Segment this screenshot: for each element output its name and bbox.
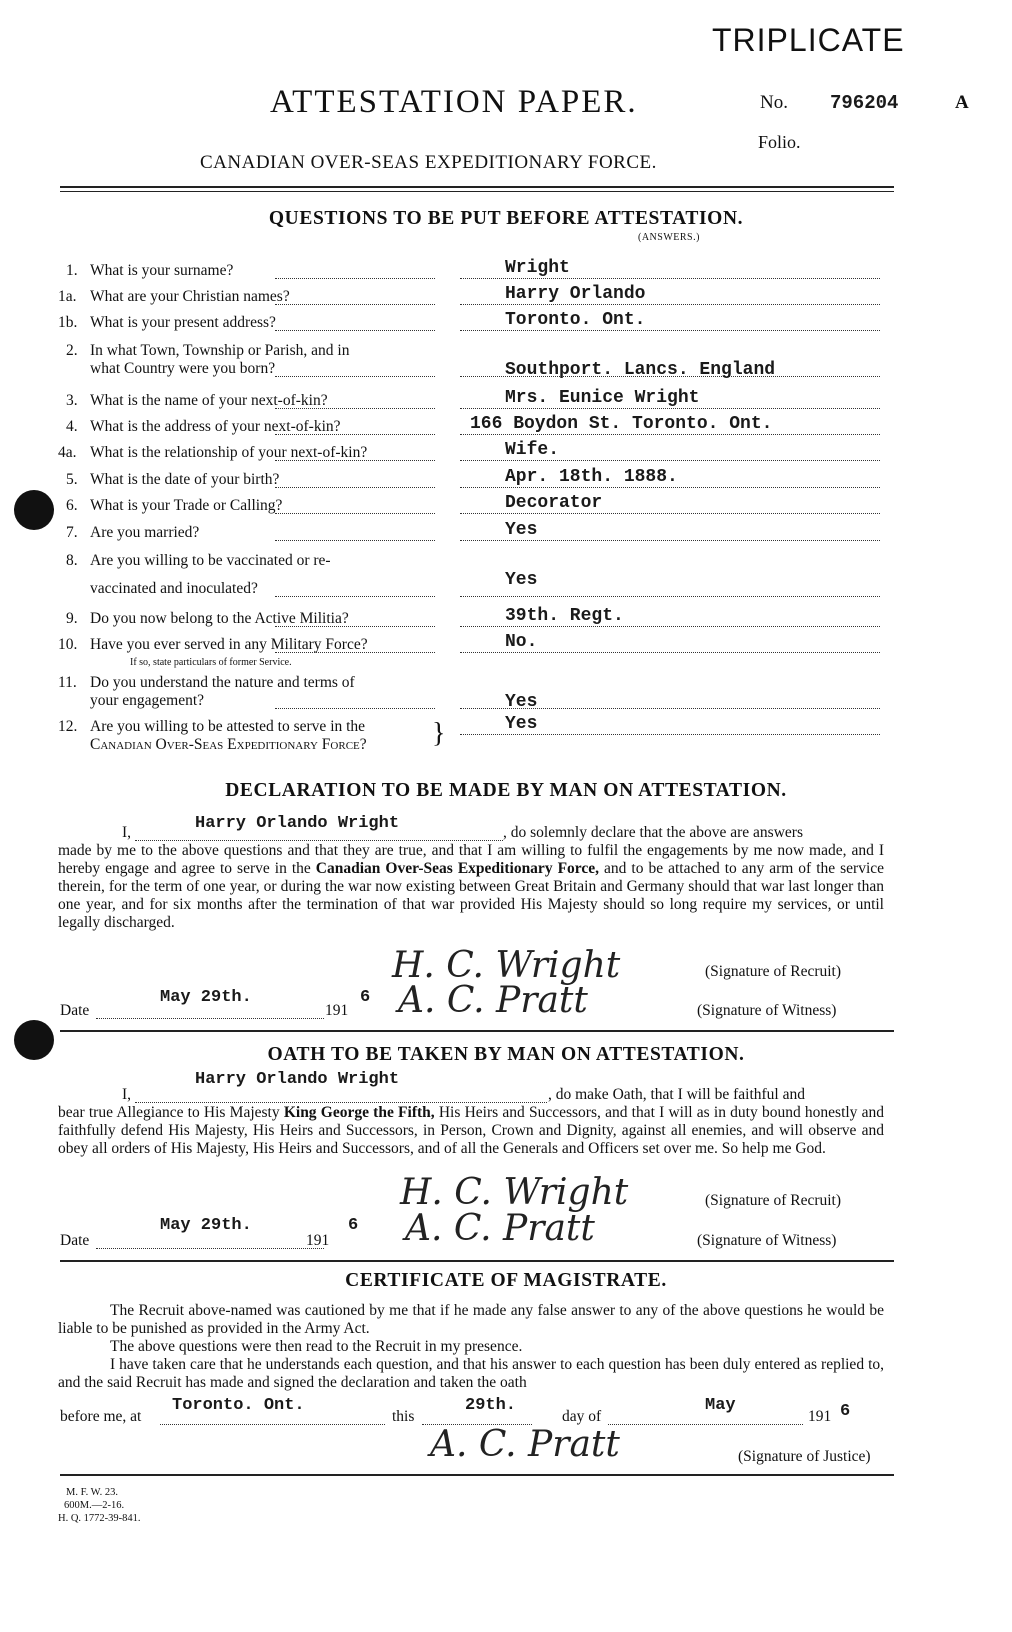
question-text: Are you willing to be attested to serve in the bbox=[90, 718, 366, 735]
footer-print-run: 600M.—2-16. bbox=[64, 1500, 125, 1511]
question-number: 12. bbox=[58, 718, 78, 735]
declaration-year-digit: 6 bbox=[360, 988, 371, 1007]
question-number: 4a. bbox=[58, 444, 77, 461]
document-title: ATTESTATION PAPER. bbox=[270, 84, 638, 120]
oath-date-line bbox=[96, 1248, 324, 1249]
place-line bbox=[160, 1424, 385, 1425]
question-number: 5. bbox=[66, 471, 78, 488]
question-text-continued: Canadian Over-Seas Expeditionary Force? bbox=[90, 736, 367, 753]
declaration-name-line bbox=[135, 840, 503, 841]
answer-line bbox=[460, 330, 880, 331]
answer-line bbox=[460, 734, 880, 735]
oath-year-digit: 6 bbox=[348, 1216, 359, 1235]
declaration-date-label: Date bbox=[60, 1002, 90, 1019]
question-answer: 39th. Regt. bbox=[505, 606, 624, 626]
copy-label: TRIPLICATE bbox=[712, 22, 905, 58]
regimental-number: 796204 bbox=[830, 92, 899, 114]
oath-witness-signature: A. C. Pratt bbox=[405, 1208, 595, 1249]
question-text: Are you married? bbox=[90, 524, 200, 541]
certificate-para-1: The Recruit above-named was cautioned by me that if he made any false answer to any of the above questions he would be liable to be punished as provided in the Army Act. bbox=[58, 1302, 884, 1337]
month-line bbox=[608, 1424, 803, 1425]
question-leader bbox=[275, 434, 435, 435]
declaration-witness-signature: A. C. Pratt bbox=[398, 980, 588, 1021]
question-number: 9. bbox=[66, 610, 78, 627]
answer-line bbox=[460, 278, 880, 279]
oath-text-after-name: , do make Oath, that I will be faithful and bbox=[548, 1086, 805, 1103]
declaration-date-line bbox=[96, 1018, 324, 1019]
question-leader bbox=[275, 652, 435, 653]
declaration-i-label: I, bbox=[122, 824, 132, 841]
answer-line bbox=[460, 487, 880, 488]
question-leader bbox=[275, 513, 435, 514]
oath-body: bear true Allegiance to His Majesty King George the Fifth, His Heirs and Successors, and that I will as in duty bound honestly and faithfully defend His Majesty, His Heirs and Successors, in Person, Crown and Dignity, against all enemies, and will observe and obey all orders of His Majesty, His Heirs and Successors, and of all the Generals and Officers set over me. So help me God. bbox=[58, 1104, 885, 1157]
question-number: 7. bbox=[66, 524, 78, 541]
form-subtitle: CANADIAN OVER-SEAS EXPEDITIONARY FORCE. bbox=[200, 152, 657, 173]
question-answer: Decorator bbox=[505, 493, 603, 513]
binder-hole bbox=[14, 490, 54, 530]
oath-name: Harry Orlando Wright bbox=[195, 1070, 400, 1089]
question-answer: Wright bbox=[505, 258, 570, 278]
question-leader bbox=[275, 626, 435, 627]
question-text: Are you willing to be vaccinated or re- bbox=[90, 552, 331, 569]
declaration-rule bbox=[60, 1030, 894, 1032]
answer-line bbox=[460, 513, 880, 514]
question-text: Do you understand the nature and terms of bbox=[90, 674, 355, 691]
declaration-name: Harry Orlando Wright bbox=[195, 814, 400, 833]
question-leader bbox=[275, 278, 435, 279]
question-answer: Mrs. Eunice Wright bbox=[505, 388, 700, 408]
certificate-heading: CERTIFICATE OF MAGISTRATE. bbox=[345, 1270, 667, 1291]
certificate-rule bbox=[60, 1474, 894, 1476]
question-answer: Wife. bbox=[505, 440, 560, 460]
oath-name-line bbox=[135, 1102, 547, 1103]
question-text-continued: your engagement? bbox=[90, 692, 205, 709]
certificate-year-prefix: 191 bbox=[808, 1408, 832, 1425]
justice-sig-label: (Signature of Justice) bbox=[738, 1448, 871, 1465]
question-number: 10. bbox=[58, 636, 78, 653]
question-leader bbox=[275, 540, 435, 541]
question-text: What is your surname? bbox=[90, 262, 234, 279]
question-text: Have you ever served in any Military Force? bbox=[90, 636, 368, 653]
oath-i-label: I, bbox=[122, 1086, 132, 1103]
question-leader bbox=[275, 487, 435, 488]
question-leader bbox=[275, 304, 435, 305]
question-answer: No. bbox=[505, 632, 538, 652]
question-text: What is the name of your next-of-kin? bbox=[90, 392, 328, 409]
question-leader bbox=[275, 408, 435, 409]
question-number: 8. bbox=[66, 552, 78, 569]
question-answer: Apr. 18th. 1888. bbox=[505, 467, 678, 487]
certificate-para-3: I have taken care that he understands each question, and that his answer to each question has been duly entered as replied to, and the said Recruit has made and signed the declaration and taken the oath bbox=[58, 1356, 884, 1391]
certificate-year-digit: 6 bbox=[840, 1402, 851, 1421]
oath-recruit-signature: H. C. Wright bbox=[400, 1172, 629, 1213]
question-answer: Harry Orlando bbox=[505, 284, 646, 304]
question-text: What is your Trade or Calling? bbox=[90, 497, 283, 514]
question-leader bbox=[275, 376, 435, 377]
question-answer: Yes bbox=[505, 570, 538, 590]
oath-witness-sig-label: (Signature of Witness) bbox=[697, 1232, 837, 1249]
answer-line bbox=[460, 652, 880, 653]
question-answer: Toronto. Ont. bbox=[505, 310, 646, 330]
number-label: No. bbox=[760, 92, 788, 113]
footer-form-code: M. F. W. 23. bbox=[66, 1487, 118, 1498]
question-number: 11. bbox=[58, 674, 77, 691]
day-of-label: day of bbox=[562, 1408, 602, 1425]
header-rule bbox=[60, 186, 894, 188]
answer-line bbox=[460, 626, 880, 627]
declaration-year-prefix: 191 bbox=[325, 1002, 349, 1019]
answers-label: (ANSWERS.) bbox=[638, 232, 700, 243]
oath-date-label: Date bbox=[60, 1232, 90, 1249]
number-suffix: A bbox=[955, 92, 969, 113]
declaration-heading: DECLARATION TO BE MADE BY MAN ON ATTESTATION. bbox=[225, 780, 787, 801]
question-answer: 166 Boydon St. Toronto. Ont. bbox=[470, 414, 773, 434]
declaration-witness-sig-label: (Signature of Witness) bbox=[697, 1002, 837, 1019]
oath-year-prefix: 191 bbox=[306, 1232, 330, 1249]
oath-recruit-sig-label: (Signature of Recruit) bbox=[705, 1192, 842, 1209]
question-number: 6. bbox=[66, 497, 78, 514]
answer-line bbox=[460, 304, 880, 305]
before-me-label: before me, at bbox=[60, 1408, 142, 1425]
question-number: 1a. bbox=[58, 288, 77, 305]
question-number: 1b. bbox=[58, 314, 78, 331]
question-leader bbox=[275, 460, 435, 461]
question-text: What are your Christian names? bbox=[90, 288, 290, 305]
question-answer: Yes bbox=[505, 520, 538, 540]
oath-rule bbox=[60, 1260, 894, 1262]
question-answer: Yes bbox=[505, 714, 538, 734]
question-text: What is the date of your birth? bbox=[90, 471, 280, 488]
answer-line bbox=[460, 596, 880, 597]
answer-line bbox=[460, 540, 880, 541]
folio-label: Folio. bbox=[758, 132, 801, 152]
question-text-continued: vaccinated and inoculated? bbox=[90, 580, 258, 597]
question-answer: Yes bbox=[505, 692, 538, 712]
declaration-body: made by me to the above questions and that they are true, and that I am willing to fulfil the engagements by me now made, and I hereby engage and agree to serve in the Canadian Over-Seas Expeditionary Force, and to be attached to any arm of the service therein, for the term of one year, or during the war now existing between Great Britain and Germany should that war last longer than one year, and for six months after the termination of that war provided His Majesty should so long require my services, or until legally discharged. bbox=[58, 842, 885, 931]
question-text: What is the relationship of your next-of-kin? bbox=[90, 444, 368, 461]
question-text: What is your present address? bbox=[90, 314, 276, 331]
question-text-continued: what Country were you born? bbox=[90, 360, 276, 377]
question-number: 4. bbox=[66, 418, 78, 435]
declaration-text-after-name: , do solemnly declare that the above are answers bbox=[503, 824, 803, 841]
answer-line bbox=[460, 408, 880, 409]
certificate-day: 29th. bbox=[465, 1396, 517, 1415]
question-leader bbox=[275, 330, 435, 331]
declaration-recruit-sig-label: (Signature of Recruit) bbox=[705, 963, 842, 980]
question-text: In what Town, Township or Parish, and in bbox=[90, 342, 350, 359]
header-rule-thin bbox=[60, 191, 894, 192]
question-answer: Southport. Lancs. England bbox=[505, 360, 776, 380]
question-brace: } bbox=[432, 718, 446, 749]
question-text: What is the address of your next-of-kin? bbox=[90, 418, 341, 435]
question-leader bbox=[275, 596, 435, 597]
certificate-month: May bbox=[705, 1396, 736, 1415]
question-leader bbox=[275, 708, 435, 709]
question-note: If so, state particulars of former Service. bbox=[130, 657, 292, 668]
question-number: 3. bbox=[66, 392, 78, 409]
certificate-para-2: The above questions were then read to the Recruit in my presence. bbox=[110, 1338, 523, 1355]
declaration-date: May 29th. bbox=[160, 988, 252, 1007]
question-text: Do you now belong to the Active Militia? bbox=[90, 610, 349, 627]
question-number: 1. bbox=[66, 262, 78, 279]
answer-line bbox=[460, 460, 880, 461]
footer-hq-ref: H. Q. 1772-39-841. bbox=[58, 1513, 141, 1524]
oath-date: May 29th. bbox=[160, 1216, 252, 1235]
declaration-recruit-signature: H. C. Wright bbox=[392, 945, 621, 986]
question-number: 2. bbox=[66, 342, 78, 359]
justice-signature: A. C. Pratt bbox=[430, 1424, 620, 1465]
certificate-place: Toronto. Ont. bbox=[172, 1396, 305, 1415]
questions-heading: QUESTIONS TO BE PUT BEFORE ATTESTATION. bbox=[268, 208, 744, 229]
this-label: this bbox=[392, 1408, 415, 1425]
oath-heading: OATH TO BE TAKEN BY MAN ON ATTESTATION. bbox=[267, 1044, 745, 1065]
answer-line bbox=[460, 434, 880, 435]
